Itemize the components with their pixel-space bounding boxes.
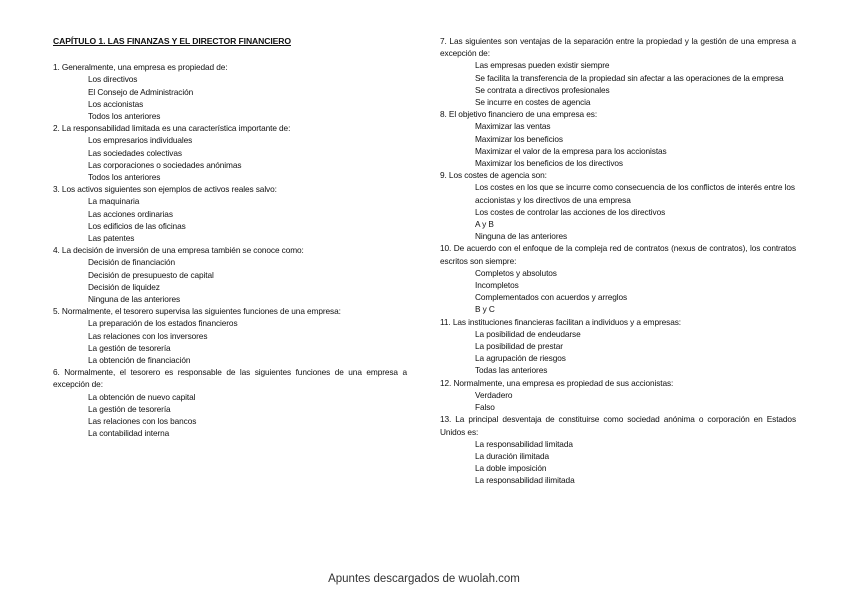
answer-option: La obtención de financiación bbox=[88, 355, 191, 366]
question-block bbox=[440, 316, 796, 377]
footer-watermark: Apuntes descargados de wuolah.com bbox=[328, 573, 520, 585]
question-block bbox=[440, 242, 796, 315]
answer-option: Las empresas pueden existir siempre bbox=[475, 60, 610, 71]
answer-option: Todas las anteriores bbox=[475, 365, 548, 376]
answer-option: La responsabilidad limitada bbox=[475, 438, 573, 449]
answer-option: Se incurre en costes de agencia bbox=[475, 97, 591, 108]
answer-option: Maximizar los beneficios de los directivos bbox=[475, 158, 623, 169]
answer-option: La obtención de nuevo capital bbox=[88, 391, 196, 402]
answer-option: La preparación de los estados financieros bbox=[88, 318, 238, 329]
question-text: 6. Normalmente, el tesorero es responsable de las siguientes funciones de una empresa a excepción de: bbox=[53, 367, 407, 390]
question-block bbox=[53, 122, 407, 183]
question-text: 13. La principal desventaja de constituirse como sociedad anónima o corporación en Estados Unidos es: bbox=[440, 414, 796, 437]
question-text: 1. Generalmente, una empresa es propiedad de: bbox=[53, 62, 228, 73]
right-column bbox=[440, 35, 796, 487]
answer-option: Decisión de presupuesto de capital bbox=[88, 269, 214, 280]
question-text: 5. Normalmente, el tesorero supervisa las siguientes funciones de una empresa: bbox=[53, 306, 341, 317]
answer-option: Incompletos bbox=[475, 280, 519, 291]
answer-option: Maximizar los beneficios bbox=[475, 133, 563, 144]
answer-option: La posibilidad de prestar bbox=[475, 341, 563, 352]
answer-option: Maximizar las ventas bbox=[475, 121, 551, 132]
answer-option: Las sociedades colectivas bbox=[88, 147, 182, 158]
answer-option: Los accionistas bbox=[88, 98, 144, 109]
answer-option: La duración ilimitada bbox=[475, 450, 549, 461]
answer-option: Los costes de controlar las acciones de los directivos bbox=[475, 206, 666, 217]
answer-option: Los empresarios individuales bbox=[88, 135, 193, 146]
question-block bbox=[440, 377, 796, 414]
answer-option: Se facilita la transferencia de la propiedad sin afectar a las operaciones de la empresa bbox=[475, 72, 784, 83]
answer-option: La gestión de tesorería bbox=[88, 403, 171, 414]
answer-option: Se contrata a directivos profesionales bbox=[475, 84, 610, 95]
answer-option: Los directivos bbox=[88, 74, 138, 85]
question-text: 2. La responsabilidad limitada es una característica importante de: bbox=[53, 123, 291, 134]
answer-option: A y B bbox=[475, 219, 494, 230]
answer-option: Complementados con acuerdos y arreglos bbox=[475, 292, 628, 303]
answer-option: B y C bbox=[475, 304, 495, 315]
answer-option: Los edificios de las oficinas bbox=[88, 220, 186, 231]
question-text: 7. Las siguientes son ventajas de la separación entre la propiedad y la gestión de una empresa a excepción de: bbox=[440, 36, 796, 59]
answer-option: La contabilidad interna bbox=[88, 428, 170, 439]
question-text: 4. La decisión de inversión de una empresa también se conoce como: bbox=[53, 245, 304, 256]
question-block bbox=[53, 305, 407, 366]
question-block bbox=[53, 366, 407, 439]
answer-option: Las relaciones con los inversores bbox=[88, 330, 208, 341]
question-block bbox=[53, 244, 407, 305]
answer-option: Ninguna de las anteriores bbox=[88, 294, 181, 305]
answer-option: La maquinaria bbox=[88, 196, 140, 207]
right-question-list bbox=[440, 35, 796, 487]
answer-option: Maximizar el valor de la empresa para los accionistas bbox=[475, 145, 667, 156]
answer-option: Falso bbox=[475, 402, 495, 413]
question-block bbox=[53, 183, 407, 244]
question-block bbox=[440, 108, 796, 169]
answer-option: Todos los anteriores bbox=[88, 172, 161, 183]
question-text: 12. Normalmente, una empresa es propiedad de sus accionistas: bbox=[440, 377, 674, 388]
answer-option: Las acciones ordinarias bbox=[88, 208, 173, 219]
answer-option: Decisión de financiación bbox=[88, 257, 176, 268]
question-text: 11. Las instituciones financieras facilitan a individuos y a empresas: bbox=[440, 316, 681, 327]
left-column bbox=[53, 35, 407, 440]
answer-option: La agrupación de riesgos bbox=[475, 353, 566, 364]
question-block bbox=[440, 413, 796, 486]
answer-option: Completos y absolutos bbox=[475, 267, 557, 278]
answer-option: Las corporaciones o sociedades anónimas bbox=[88, 159, 242, 170]
question-text: 9. Los costes de agencia son: bbox=[440, 170, 547, 181]
question-text: 10. De acuerdo con el enfoque de la compleja red de contratos (nexus de contratos), los contratos escritos son siempre: bbox=[440, 243, 796, 266]
answer-option: La gestión de tesorería bbox=[88, 342, 171, 353]
answer-option: Decisión de liquidez bbox=[88, 281, 160, 292]
question-block bbox=[440, 169, 796, 242]
answer-option: La posibilidad de endeudarse bbox=[475, 328, 581, 339]
answer-option: Ninguna de las anteriores bbox=[475, 231, 568, 242]
answer-option: El Consejo de Administración bbox=[88, 86, 194, 97]
question-text: 8. El objetivo financiero de una empresa es: bbox=[440, 109, 598, 120]
answer-option: Las patentes bbox=[88, 233, 135, 244]
left-question-list bbox=[53, 61, 407, 439]
question-block bbox=[53, 61, 407, 122]
question-text: 3. Los activos siguientes son ejemplos de activos reales salvo: bbox=[53, 184, 277, 195]
question-block bbox=[440, 35, 796, 108]
answer-option: La doble imposición bbox=[475, 463, 547, 474]
answer-option: Todos los anteriores bbox=[88, 111, 161, 122]
chapter-title: CAPÍTULO 1. LAS FINANZAS Y EL DIRECTOR FINANCIERO bbox=[53, 36, 291, 46]
answer-option: Las relaciones con los bancos bbox=[88, 416, 197, 427]
answer-option: La responsabilidad ilimitada bbox=[475, 475, 575, 486]
answer-option: Los costes en los que se incurre como consecuencia de los conflictos de interés entre los accionistas y los directivos de una empresa bbox=[475, 182, 795, 205]
answer-option: Verdadero bbox=[475, 389, 513, 400]
